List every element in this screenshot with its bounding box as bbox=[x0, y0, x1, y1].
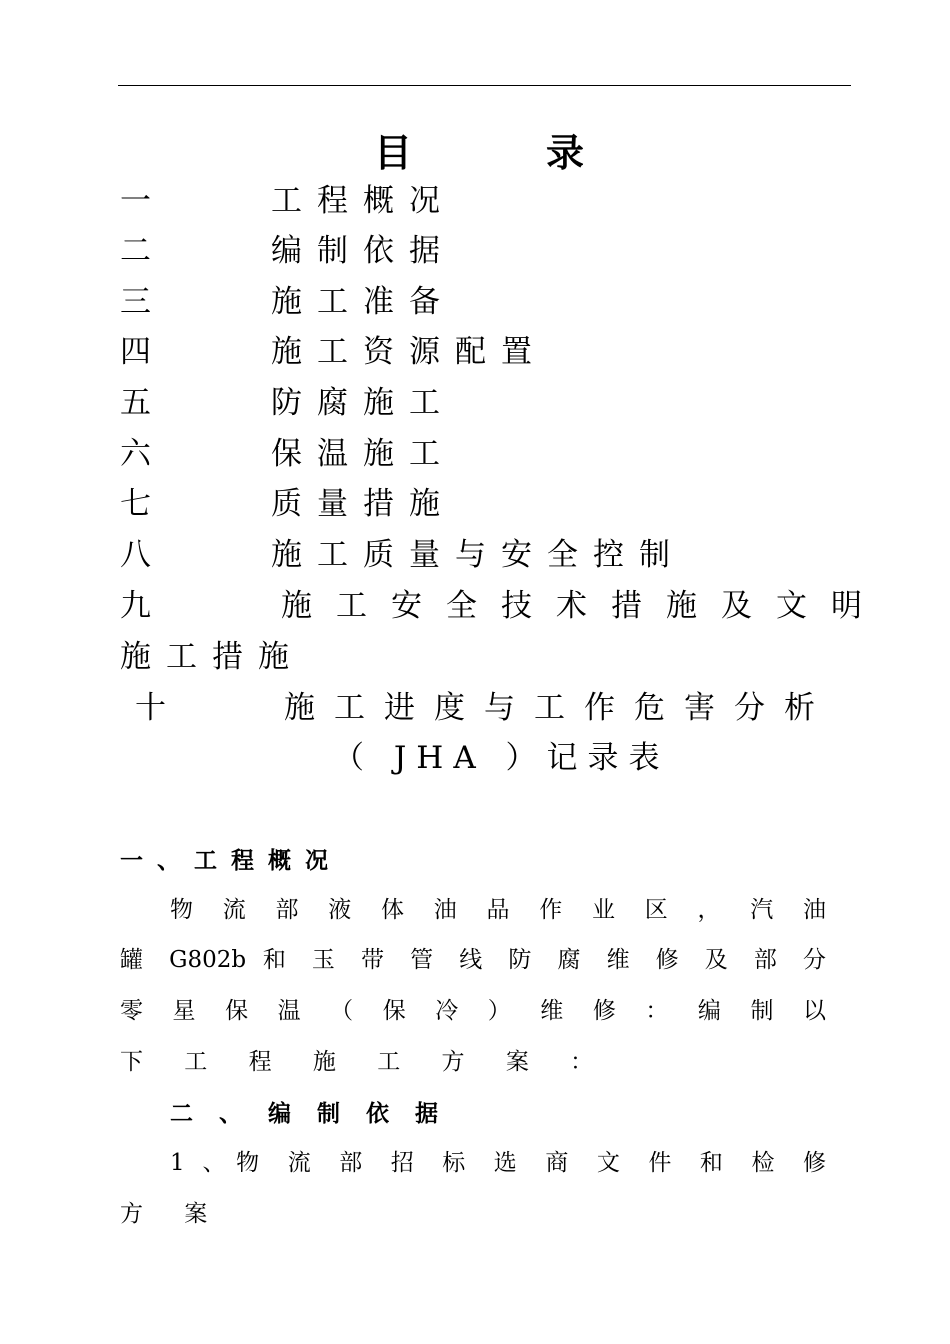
toc-item-8: 施工质量与安全控制 bbox=[271, 537, 685, 573]
toc-item-6: 保温施工 bbox=[271, 436, 455, 472]
section2-line-1: 1 、物 流 部 招 标 选 商 文 件 和 检 修 bbox=[170, 1150, 826, 1176]
toc-num-3: 三 bbox=[120, 284, 166, 320]
toc-num-9: 九 bbox=[120, 588, 166, 624]
toc-num-1: 一 bbox=[120, 183, 166, 219]
toc-item-5: 防腐施工 bbox=[271, 385, 455, 421]
toc-num-7: 七 bbox=[120, 486, 166, 522]
toc-title-char-2: 录 bbox=[546, 131, 585, 175]
section1-line-2: 罐 G802b 和 玉 带 管 线 防 腐 维 修 及 部 分 bbox=[120, 947, 826, 973]
toc-item-3: 施工准备 bbox=[271, 284, 455, 320]
toc-num-10: 十 bbox=[135, 690, 181, 726]
section2-line-2: 方 案 bbox=[120, 1201, 225, 1227]
toc-item-2: 编制依据 bbox=[271, 233, 455, 269]
toc-num-2: 二 bbox=[120, 233, 166, 269]
toc-item-1: 工程概况 bbox=[271, 183, 455, 219]
section1-heading: 一 、 工 程 概 况 bbox=[120, 848, 332, 874]
section2-heading: 二 、 编 制 依 据 bbox=[170, 1101, 448, 1127]
toc-item-9-cont: 施工措施 bbox=[120, 639, 304, 675]
toc-title-char-1: 目 bbox=[374, 131, 413, 175]
toc-num-6: 六 bbox=[120, 436, 166, 472]
toc-item-10: 施工进度与工作危害分析 bbox=[284, 690, 834, 726]
toc-item-9: 施工安全技术措施及文明 bbox=[281, 588, 886, 624]
toc-item-7: 质量措施 bbox=[271, 486, 455, 522]
section1-line-4: 下 工 程 施 工 方 案 ： bbox=[120, 1049, 611, 1075]
header-rule bbox=[118, 85, 851, 86]
toc-item-10-cont: （ JHA ）记录表 bbox=[333, 740, 670, 776]
section1-line-1: 物 流 部 液 体 油 品 作 业 区 ， 汽 油 bbox=[170, 897, 826, 923]
toc-num-5: 五 bbox=[120, 385, 166, 421]
toc-num-4: 四 bbox=[120, 334, 166, 370]
toc-item-4: 施工资源配置 bbox=[271, 334, 547, 370]
toc-num-8: 八 bbox=[120, 537, 166, 573]
toc-title bbox=[0, 122, 950, 178]
section1-line-3: 零 星 保 温 （ 保 冷 ） 维 修 ： 编 制 以 bbox=[120, 998, 826, 1024]
